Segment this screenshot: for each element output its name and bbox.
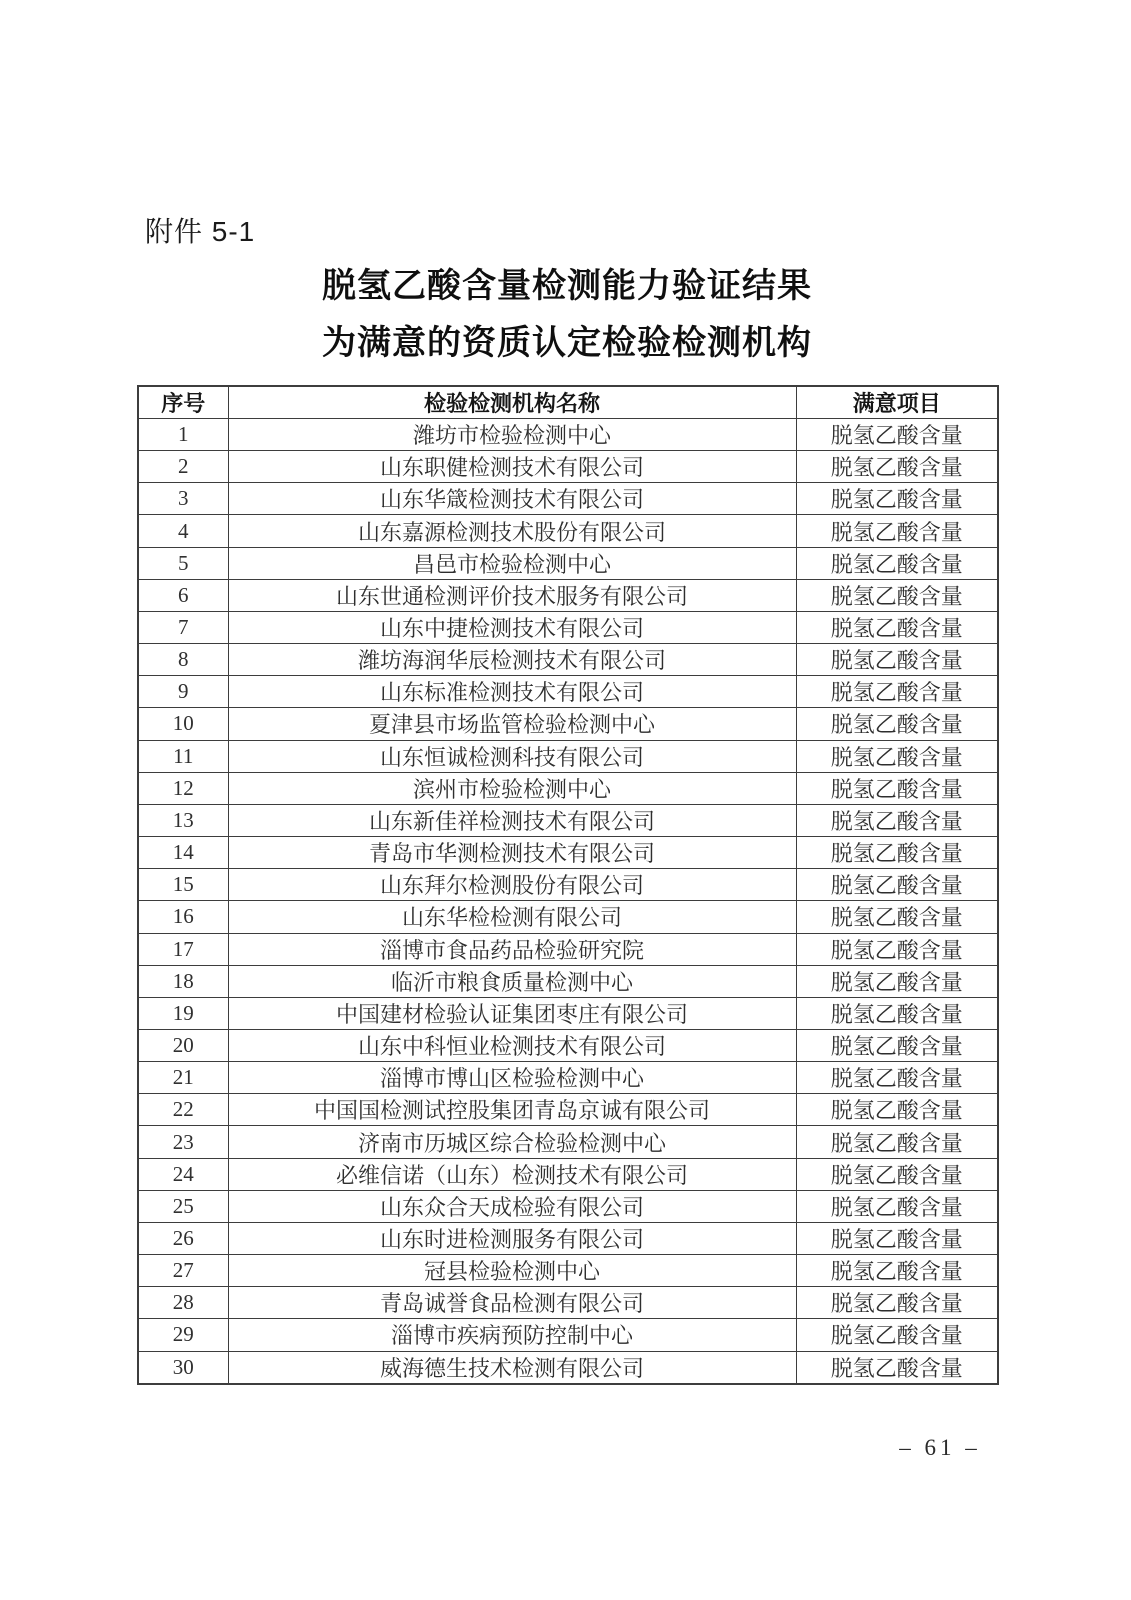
table-row: [138, 515, 998, 547]
row-serial-number: 4: [138, 515, 228, 547]
row-serial-number: 28: [138, 1287, 228, 1319]
verification-result-table: [137, 385, 999, 1385]
header-institution-name: 检验检测机构名称: [228, 386, 796, 419]
row-institution-name: 淄博市疾病预防控制中心: [228, 1319, 796, 1351]
row-institution-name: 淄博市博山区检验检测中心: [228, 1062, 796, 1094]
row-satisfactory-item: 脱氢乙酸含量: [796, 1062, 998, 1094]
row-serial-number: 21: [138, 1062, 228, 1094]
table-row: [138, 772, 998, 804]
row-institution-name: 滨州市检验检测中心: [228, 772, 796, 804]
row-serial-number: 26: [138, 1222, 228, 1254]
row-serial-number: 25: [138, 1190, 228, 1222]
row-satisfactory-item: 脱氢乙酸含量: [796, 1126, 998, 1158]
table-row: [138, 804, 998, 836]
row-serial-number: 1: [138, 419, 228, 451]
row-institution-name: 山东职健检测技术有限公司: [228, 451, 796, 483]
header-serial-number: 序号: [138, 386, 228, 419]
row-serial-number: 15: [138, 869, 228, 901]
row-institution-name: 临沂市粮食质量检测中心: [228, 965, 796, 997]
table-row: [138, 1062, 998, 1094]
row-satisfactory-item: 脱氢乙酸含量: [796, 515, 998, 547]
row-institution-name: 山东新佳祥检测技术有限公司: [228, 804, 796, 836]
table-row: [138, 1158, 998, 1190]
row-satisfactory-item: 脱氢乙酸含量: [796, 965, 998, 997]
row-satisfactory-item: 脱氢乙酸含量: [796, 772, 998, 804]
title-line-2: 为满意的资质认定检验检测机构: [322, 325, 812, 362]
row-satisfactory-item: 脱氢乙酸含量: [796, 1319, 998, 1351]
table-row: [138, 1126, 998, 1158]
table-row: [138, 547, 998, 579]
row-institution-name: 威海德生技术检测有限公司: [228, 1351, 796, 1384]
page-number: – 61 –: [899, 1435, 981, 1460]
row-satisfactory-item: 脱氢乙酸含量: [796, 644, 998, 676]
table-row: [138, 676, 998, 708]
row-serial-number: 23: [138, 1126, 228, 1158]
row-serial-number: 17: [138, 933, 228, 965]
row-institution-name: 山东时进检测服务有限公司: [228, 1222, 796, 1254]
table-row: [138, 933, 998, 965]
table-row: [138, 611, 998, 643]
row-satisfactory-item: 脱氢乙酸含量: [796, 1190, 998, 1222]
row-satisfactory-item: 脱氢乙酸含量: [796, 804, 998, 836]
row-satisfactory-item: 脱氢乙酸含量: [796, 1287, 998, 1319]
row-institution-name: 中国建材检验认证集团枣庄有限公司: [228, 997, 796, 1029]
row-satisfactory-item: 脱氢乙酸含量: [796, 579, 998, 611]
table-row: [138, 1094, 998, 1126]
row-institution-name: 青岛诚誉食品检测有限公司: [228, 1287, 796, 1319]
document-title: [137, 258, 997, 372]
table-row: [138, 997, 998, 1029]
attachment-label: 附件 5-1: [145, 216, 256, 247]
row-institution-name: 山东众合天成检验有限公司: [228, 1190, 796, 1222]
table-row: [138, 644, 998, 676]
table-row: [138, 419, 998, 451]
row-serial-number: 3: [138, 483, 228, 515]
row-serial-number: 6: [138, 579, 228, 611]
table-row: [138, 1029, 998, 1061]
table-header-row: [138, 386, 998, 419]
row-satisfactory-item: 脱氢乙酸含量: [796, 547, 998, 579]
row-institution-name: 山东中捷检测技术有限公司: [228, 611, 796, 643]
row-serial-number: 29: [138, 1319, 228, 1351]
table-row: [138, 451, 998, 483]
row-serial-number: 9: [138, 676, 228, 708]
row-institution-name: 山东嘉源检测技术股份有限公司: [228, 515, 796, 547]
row-satisfactory-item: 脱氢乙酸含量: [796, 837, 998, 869]
table-row: [138, 1255, 998, 1287]
row-serial-number: 10: [138, 708, 228, 740]
row-satisfactory-item: 脱氢乙酸含量: [796, 1029, 998, 1061]
row-institution-name: 青岛市华测检测技术有限公司: [228, 837, 796, 869]
row-satisfactory-item: 脱氢乙酸含量: [796, 1222, 998, 1254]
row-satisfactory-item: 脱氢乙酸含量: [796, 869, 998, 901]
row-satisfactory-item: 脱氢乙酸含量: [796, 933, 998, 965]
row-satisfactory-item: 脱氢乙酸含量: [796, 1094, 998, 1126]
row-serial-number: 30: [138, 1351, 228, 1384]
row-satisfactory-item: 脱氢乙酸含量: [796, 611, 998, 643]
row-institution-name: 潍坊市检验检测中心: [228, 419, 796, 451]
row-satisfactory-item: 脱氢乙酸含量: [796, 483, 998, 515]
table-body: [138, 419, 998, 1385]
table-row: [138, 1351, 998, 1384]
row-institution-name: 山东恒诚检测科技有限公司: [228, 740, 796, 772]
table-row: [138, 965, 998, 997]
row-institution-name: 冠县检验检测中心: [228, 1255, 796, 1287]
table-row: [138, 740, 998, 772]
row-institution-name: 山东华箴检测技术有限公司: [228, 483, 796, 515]
table-row: [138, 579, 998, 611]
table-row: [138, 1190, 998, 1222]
table-row: [138, 708, 998, 740]
row-satisfactory-item: 脱氢乙酸含量: [796, 997, 998, 1029]
row-satisfactory-item: 脱氢乙酸含量: [796, 1255, 998, 1287]
table-row: [138, 1319, 998, 1351]
row-satisfactory-item: 脱氢乙酸含量: [796, 419, 998, 451]
row-institution-name: 夏津县市场监管检验检测中心: [228, 708, 796, 740]
table-header: [138, 386, 998, 419]
row-satisfactory-item: 脱氢乙酸含量: [796, 901, 998, 933]
row-serial-number: 12: [138, 772, 228, 804]
row-serial-number: 8: [138, 644, 228, 676]
table-row: [138, 837, 998, 869]
row-satisfactory-item: 脱氢乙酸含量: [796, 1351, 998, 1384]
row-serial-number: 19: [138, 997, 228, 1029]
row-satisfactory-item: 脱氢乙酸含量: [796, 740, 998, 772]
row-institution-name: 山东中科恒业检测技术有限公司: [228, 1029, 796, 1061]
row-satisfactory-item: 脱氢乙酸含量: [796, 676, 998, 708]
row-serial-number: 13: [138, 804, 228, 836]
table-row: [138, 869, 998, 901]
row-institution-name: 山东拜尔检测股份有限公司: [228, 869, 796, 901]
title-line-1: 脱氢乙酸含量检测能力验证结果: [322, 268, 812, 305]
header-satisfactory-item: 满意项目: [796, 386, 998, 419]
row-institution-name: 山东标准检测技术有限公司: [228, 676, 796, 708]
row-satisfactory-item: 脱氢乙酸含量: [796, 708, 998, 740]
row-institution-name: 济南市历城区综合检验检测中心: [228, 1126, 796, 1158]
row-institution-name: 淄博市食品药品检验研究院: [228, 933, 796, 965]
row-serial-number: 5: [138, 547, 228, 579]
table-row: [138, 1222, 998, 1254]
table-row: [138, 901, 998, 933]
row-serial-number: 11: [138, 740, 228, 772]
row-serial-number: 2: [138, 451, 228, 483]
row-institution-name: 必维信诺（山东）检测技术有限公司: [228, 1158, 796, 1190]
table-row: [138, 1287, 998, 1319]
table-row: [138, 483, 998, 515]
row-institution-name: 中国国检测试控股集团青岛京诚有限公司: [228, 1094, 796, 1126]
row-serial-number: 14: [138, 837, 228, 869]
row-serial-number: 16: [138, 901, 228, 933]
row-institution-name: 潍坊海润华辰检测技术有限公司: [228, 644, 796, 676]
row-serial-number: 20: [138, 1029, 228, 1061]
row-institution-name: 山东世通检测评价技术服务有限公司: [228, 579, 796, 611]
row-serial-number: 7: [138, 611, 228, 643]
row-institution-name: 山东华检检测有限公司: [228, 901, 796, 933]
row-serial-number: 24: [138, 1158, 228, 1190]
row-satisfactory-item: 脱氢乙酸含量: [796, 1158, 998, 1190]
row-serial-number: 22: [138, 1094, 228, 1126]
row-serial-number: 27: [138, 1255, 228, 1287]
row-satisfactory-item: 脱氢乙酸含量: [796, 451, 998, 483]
row-serial-number: 18: [138, 965, 228, 997]
row-institution-name: 昌邑市检验检测中心: [228, 547, 796, 579]
